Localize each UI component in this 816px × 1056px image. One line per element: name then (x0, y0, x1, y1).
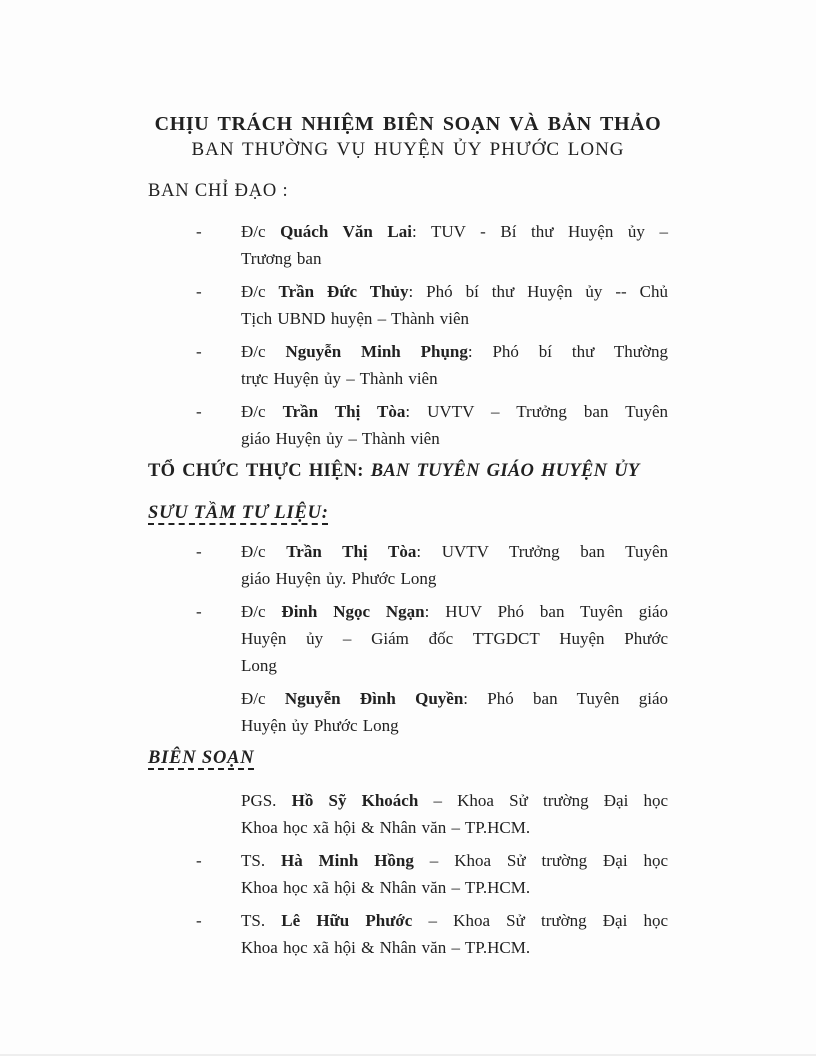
item-text-line: Huyện ủy – Giám đốc TTGDCT Huyện Phước (241, 629, 668, 648)
item-text (241, 907, 668, 961)
section-heading-bien-soan: BIÊN SOẠN (148, 748, 255, 768)
item-text (241, 398, 668, 452)
item-text (241, 538, 668, 592)
list-item (148, 847, 668, 901)
section-heading-suu-tam-tu-lieu: SƯU TẦM TƯ LIỆU: (148, 503, 329, 523)
list-ban-chi-dao (148, 218, 668, 452)
item-text-line: Đ/c Nguyễn Minh Phụng: Phó bí thư Thường (241, 342, 668, 361)
page-subtitle: BAN THƯỜNG VỤ HUYỆN ỦY PHƯỚC LONG (191, 139, 625, 160)
item-text (241, 338, 668, 392)
list-item (148, 218, 668, 272)
item-text-line: Đ/c Nguyễn Đình Quyền: Phó ban Tuyên giáo (241, 689, 668, 708)
item-text (241, 218, 668, 272)
item-dash-marker: - (196, 342, 202, 361)
list-bien-soan (148, 787, 668, 961)
item-text-line: giáo Huyện ủy. Phước Long (241, 569, 437, 588)
item-text (241, 598, 668, 679)
item-text-line: Khoa học xã hội & Nhân văn – TP.HCM. (241, 878, 531, 897)
list-item (148, 278, 668, 332)
item-text-line: Đ/c Đinh Ngọc Ngạn: HUV Phó ban Tuyên giáo (241, 602, 669, 621)
item-dash-marker: - (196, 602, 202, 621)
list-item (148, 538, 668, 592)
item-text-line: Đ/c Trần Thị Tòa: UVTV Trưởng ban Tuyên (241, 542, 669, 561)
item-text (241, 787, 668, 841)
item-text-line: giáo Huyện ủy – Thành viên (241, 429, 440, 448)
item-text (241, 685, 668, 739)
item-text (241, 278, 668, 332)
page-content (148, 112, 668, 967)
item-dash-marker: - (196, 222, 202, 241)
list-item (148, 685, 668, 739)
page-header (148, 112, 668, 163)
list-item (148, 907, 668, 961)
item-text-line: Huyện ủy Phước Long (241, 716, 399, 735)
item-text-line: Long (241, 656, 277, 675)
item-text-line: PGS. Hồ Sỹ Khoách – Khoa Sử trường Đại học (241, 791, 669, 810)
item-text-line: TS. Hà Minh Hồng – Khoa Sử trường Đại học (241, 851, 668, 870)
item-dash-marker: - (196, 402, 202, 421)
item-text (241, 847, 668, 901)
list-item (148, 598, 668, 679)
item-text-line: Trương ban (241, 249, 322, 268)
item-dash-marker: - (196, 851, 202, 870)
item-text-line: Tịch UBND huyện – Thành viên (241, 309, 470, 328)
list-item (148, 338, 668, 392)
section-heading-to-chuc-thuc-hien (148, 458, 668, 485)
to-chuc-value: BAN TUYÊN GIÁO HUYỆN ỦY (370, 461, 640, 481)
page-title: CHỊU TRÁCH NHIỆM BIÊN SOẠN VÀ BẢN THẢO (154, 113, 662, 135)
item-dash-marker: - (196, 911, 202, 930)
list-suu-tam-tu-lieu (148, 538, 668, 739)
to-chuc-label: TỔ CHỨC THỰC HIỆN: (148, 461, 364, 481)
item-text-line: Đ/c Trần Thị Tòa: UVTV – Trưởng ban Tuyên (241, 402, 669, 421)
list-item (148, 787, 668, 841)
item-text-line: Khoa học xã hội & Nhân văn – TP.HCM. (241, 938, 531, 957)
item-text-line: Đ/c Quách Văn Lai: TUV - Bí thư Huyện ủy – (241, 222, 669, 241)
item-text-line: Khoa học xã hội & Nhân văn – TP.HCM. (241, 818, 531, 837)
item-text-line: TS. Lê Hữu Phước – Khoa Sử trường Đại học (241, 911, 669, 930)
item-dash-marker: - (196, 282, 202, 301)
section-heading-ban-chi-dao: BAN CHỈ ĐẠO : (148, 181, 289, 201)
item-text-line: Đ/c Trần Đức Thủy: Phó bí thư Huyện ủy -- Chủ (241, 282, 669, 301)
item-text-line: trực Huyện ủy – Thành viên (241, 369, 438, 388)
item-dash-marker: - (196, 542, 202, 561)
list-item (148, 398, 668, 452)
